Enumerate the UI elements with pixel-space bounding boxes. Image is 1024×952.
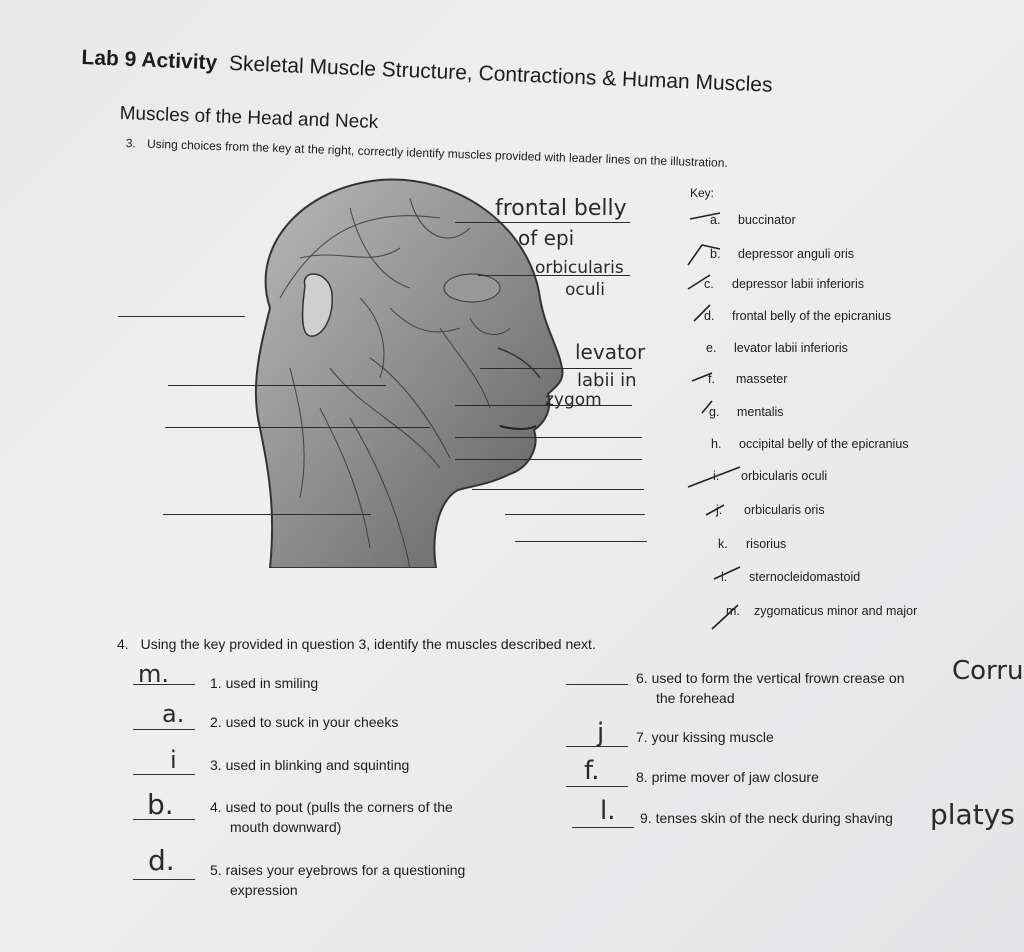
q3-text: Using choices from the key at the right, correctly identify muscles provided with leader lines on the illustration. (146, 136, 728, 170)
key-name: risorius (746, 537, 787, 551)
key-letter: d. (704, 309, 715, 323)
hw-label-frontal: frontal belly (495, 196, 627, 221)
check-mark-a (690, 213, 720, 219)
check-mark-d (694, 305, 710, 321)
margin-note-platys: platys (930, 798, 1015, 831)
item-text-cont: the forehead (656, 690, 735, 706)
leader-line-1 (455, 222, 630, 223)
item-number: 4. (210, 799, 222, 815)
lab-title (81, 46, 773, 98)
item-number: 7. (636, 729, 648, 745)
q3-instruction (126, 136, 728, 170)
item-number: 3. (210, 757, 222, 773)
item-text: used to suck in your cheeks (225, 714, 399, 730)
hw-label-zygom: zygom (545, 390, 602, 410)
key-letter: l. (721, 570, 728, 584)
leader-line-3 (118, 316, 245, 317)
answer-blank-6[interactable] (566, 684, 628, 685)
hw-label-epi: of epi (518, 226, 575, 250)
leader-line-13 (515, 541, 647, 542)
item-number: 5. (210, 862, 222, 878)
section-heading: Muscles of the Head and Neck (119, 103, 379, 134)
lab-topic: Skeletal Muscle Structure, Contractions & Human Muscles (228, 51, 773, 97)
q4-item-5 (210, 860, 465, 900)
answer-3: i (170, 746, 177, 774)
check-mark-l (714, 567, 740, 579)
leader-line-8 (455, 437, 642, 438)
answer-9: l. (600, 796, 616, 826)
key-name: orbicularis oculi (741, 469, 828, 483)
answer-blank-3[interactable] (133, 774, 195, 775)
item-text: used to form the vertical frown crease on (651, 670, 905, 686)
answer-1: m. (138, 660, 170, 688)
q4-item-3 (210, 755, 409, 775)
key-name: orbicularis oris (744, 503, 825, 517)
item-number: 2. (210, 714, 222, 730)
hw-label-orbicularis: orbicularis (535, 258, 624, 278)
check-mark-i (688, 467, 740, 487)
leader-line-11 (505, 514, 645, 515)
leader-line-4 (480, 368, 632, 369)
item-number: 1. (210, 675, 222, 691)
key-name: frontal belly of the epicranius (732, 309, 892, 323)
key-check-marks (680, 205, 770, 655)
leader-line-7 (165, 427, 430, 428)
key-name: masseter (736, 372, 788, 386)
key-name: depressor anguli oris (738, 247, 855, 261)
item-text: prime mover of jaw closure (651, 769, 819, 785)
key-letter: a. (710, 213, 721, 227)
hw-label-levator: levator (575, 340, 646, 364)
answer-blank-8[interactable] (566, 786, 628, 787)
q4-item-6 (636, 668, 904, 708)
check-mark-j (706, 505, 724, 515)
lab-number: Lab 9 Activity (81, 46, 218, 75)
q3-number: 3. (125, 136, 137, 151)
key-letter: g. (709, 405, 720, 419)
margin-note-corru: Corru (952, 656, 1024, 686)
leader-line-10 (472, 489, 644, 490)
key-heading: Key: (690, 186, 715, 200)
q4-text: Using the key provided in question 3, identify the muscles described next. (140, 636, 596, 652)
hw-label-oculi: oculi (565, 280, 605, 300)
key-name: occipital belly of the epicranius (739, 437, 909, 451)
item-text: raises your eyebrows for a questioning (225, 862, 466, 878)
key-letter: e. (706, 341, 717, 355)
key-letter: h. (711, 437, 722, 451)
q4-item-7 (636, 727, 774, 747)
key-name: mentalis (737, 405, 784, 419)
item-text: used in blinking and squinting (225, 757, 410, 773)
leader-line-5 (168, 385, 386, 386)
key-letter: k. (718, 537, 728, 551)
check-mark-f (692, 373, 712, 381)
answer-8: f. (584, 756, 600, 786)
q4-item-4 (210, 797, 453, 837)
check-mark-c (688, 275, 710, 289)
leader-line-6 (455, 405, 632, 406)
leader-line-9 (455, 459, 642, 460)
key-letter: f. (708, 372, 715, 386)
item-number: 8. (636, 769, 648, 785)
q4-item-8 (636, 767, 819, 787)
answer-4: b. (147, 788, 174, 821)
check-mark-g (702, 401, 712, 413)
q4-instruction (117, 634, 596, 654)
key-letter: m. (726, 604, 740, 618)
item-text: used in smiling (225, 675, 319, 691)
check-mark-m (712, 605, 738, 629)
q4-item-1 (210, 673, 318, 693)
answer-2: a. (162, 700, 185, 728)
answer-blank-9[interactable] (572, 827, 634, 828)
item-text: tenses skin of the neck during shaving (655, 810, 893, 826)
q4-number: 4. (117, 636, 129, 652)
key-name: depressor labii inferioris (732, 277, 865, 291)
key-name: zygomaticus minor and major (754, 604, 918, 618)
item-text-cont: mouth downward) (230, 819, 342, 835)
q4-item-2 (210, 712, 398, 732)
answer-blank-5[interactable] (133, 879, 195, 880)
check-mark-b (688, 245, 720, 265)
item-text: your kissing muscle (651, 729, 774, 745)
key-letter: j. (716, 503, 723, 517)
q4-item-9 (640, 808, 893, 828)
key-name: buccinator (738, 213, 796, 227)
key-name: sternocleidomastoid (749, 570, 861, 584)
item-text: used to pout (pulls the corners of the (225, 799, 453, 815)
answer-5: d. (148, 844, 175, 877)
answer-7: j (597, 718, 605, 748)
leader-line-12 (163, 514, 371, 515)
key-letter: i. (713, 469, 720, 483)
key-letter: b. (710, 247, 721, 261)
hw-label-labii: labii in (577, 370, 637, 391)
key-letter: c. (704, 277, 714, 291)
item-number: 6. (636, 670, 648, 686)
item-number: 9. (640, 810, 652, 826)
item-text-cont: expression (230, 882, 298, 898)
answer-blank-2[interactable] (133, 729, 195, 730)
key-name: levator labii inferioris (734, 341, 848, 355)
